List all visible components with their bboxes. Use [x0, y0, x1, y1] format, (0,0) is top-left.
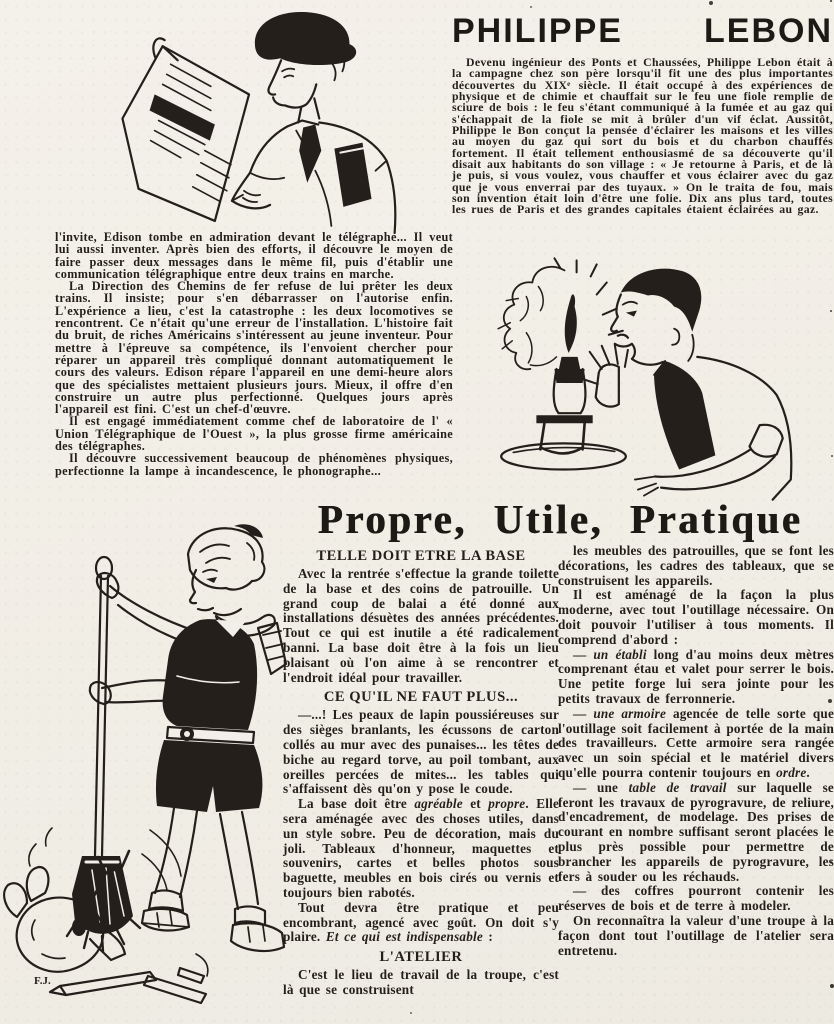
- paragraph: La base doit être agréable et propre. Elle sera aménagée avec des choses utiles, dans un style sobre. Peu de décoration, mais du joli. Tableaux d'honneur, maquettes et souvenirs, cartes et belles photos sous baguette, meubles en bois cirés ou vernis et toujours bien rabotés.: [283, 796, 559, 900]
- illustration-lamp-man-drawing: [468, 256, 830, 503]
- paragraph: l'invite, Edison tombe en admiration devant le télégraphe... Il veut lui aussi inventer. Après bien des efforts, il découvre le moyen de faire passer deux messages dans le même fil, puis d'établir une communication télégraphique entre deux trains en marche.: [55, 230, 453, 281]
- lebon-article-title: [452, 14, 833, 48]
- paragraph: — une table de travail sur laquelle se feront les travaux de pyrogravure, de reliure, d'encadrement, de modelage. Des prises de courant en nombre suffisant seront placées le plus près possible pour permettre de brancher les appareils de pyrogravure, les fers à souder ou les réchauds.: [558, 779, 834, 884]
- newspaper: [122, 38, 249, 221]
- illustration-newspaper-boy-drawing: [92, 0, 404, 236]
- lebon-article: [452, 14, 833, 216]
- scan-specks: [830, 0, 832, 2]
- propre-article-column-2: [558, 544, 834, 958]
- paragraph: La Direction des Chemins de fer refuse de lui prêter les deux trains. Il insiste; pour s'en débarrasser on l'autorise enfin. L'expérience a lieu, c'est la catastrophe : les deux locomotives se rencontrent. Ce n'était qu'une erreur de l'installation. L'histoire fait du bruit, de riches Américains s'intéressent au jeune inventeur. Pour mettre à l'épreuve sa compétence, ils l'envoient chercher pour réparer un appareil très compliqué donnant automatiquement le cours des valeurs. Edison répare l'appareil en une demi-heure alors que des spécialistes mettaient plusieurs jours. Mieux, il offre d'en construire un autre plus perfectionné. Quelques jours après l'appareil est fini. C'est un chef-d'œuvre.: [55, 279, 453, 417]
- subheading: L'ATELIER: [379, 949, 463, 966]
- title-word: LEBON: [704, 12, 833, 50]
- edison-article: [55, 231, 453, 477]
- paragraph: —...! Les peaux de lapin poussiéreuses sur des sièges branlants, les écussons de carton collés au mur avec des punaises... les têtes de biche au regard torve, au poil tombant, aux oreilles percées de mites... les tables qui s'affaissent dès qu'on y pose le coude.: [283, 707, 559, 797]
- newspaper-boy-icon: [92, 0, 404, 236]
- subheading: CE QU'IL NE FAUT PLUS...: [323, 689, 519, 706]
- paragraph: — un établi long d'au moins deux mètres comprenant étau et valet pour serrer le bois. Une petite forge lui sera jointe pour les petits travaux de ferronnerie.: [558, 646, 834, 706]
- subheading: TELLE DOIT ETRE LA BASE: [316, 548, 526, 564]
- paragraph: Il découvre successivement beaucoup de phénomènes physiques, perfectionne la lampe à incandescence, le phonographe...: [55, 451, 453, 478]
- paragraph: — des coffres pourront contenir les réserves de bois et de terre à modeler.: [558, 883, 834, 914]
- artist-signature: F.J.: [34, 975, 51, 987]
- paragraph: — une armoire agencée de telle sorte que l'outillage soit facilement à portée de la main des travailleurs. Cette armoire sera rangée avec un soin spécial et le matériel divers qu'elle pourra contenir toujours en ordre.: [558, 705, 834, 780]
- propre-article-column-1: [283, 544, 559, 998]
- gas-lamp-man-icon: [468, 256, 830, 503]
- title-word: PHILIPPE: [452, 12, 623, 50]
- propre-article-title: Propre, Utile, Pratique: [317, 496, 803, 542]
- smoke-cloud: [498, 267, 564, 369]
- paragraph: Avec la rentrée s'effectue la grande toilette de la base et des coins de patrouille. Un grand coup de balai a été donné aux installations désuètes des années précédentes. Tout ce qui est inutile a été radicalement banni. La base doit être à la fois un lieu plaisant où l'on aime à se rencontrer et l'endroit idéal pour travailler.: [283, 566, 559, 685]
- paragraph: Il est engagé immédiatement comme chef de laboratoire de l' « Union Télégraphique de l'Ouest », la plus grosse firme américaine des télégraphes.: [55, 414, 453, 454]
- paragraph: les meubles des patrouilles, que se font les décorations, les cadres des tableaux, que se construisent les appareils.: [558, 543, 834, 588]
- sweeping-scout-icon: [0, 524, 300, 1024]
- paragraph: On reconnaîtra la valeur d'une troupe à la façon dont tout l'outillage de l'atelier sera entretenu.: [558, 912, 834, 958]
- illustration-sweeping-scout-drawing: [0, 524, 300, 1024]
- paragraph: Tout devra être pratique et peu encombrant, agencé avec goût. On doit s'y plaire. Et ce qui est indispensable :: [283, 899, 559, 945]
- boy-with-cap: [232, 12, 395, 233]
- paragraph: C'est le lieu de travail de la troupe, c'est là que se construisent: [283, 967, 559, 997]
- paragraph: Devenu ingénieur des Ponts et Chaussées, Philippe Lebon était à la campagne chez son père lorsqu'il fit une des plus importantes découvertes du XIXᵉ siècle. Il était occupé à des expériences de physique et de chimie et chauffait sur le feu une fiole remplie de sciure de bois : le feu s'étant communiqué à la fumée et au gaz qui s'échappait de la fiole se mit à brûler d'un vif éclat. Aussitôt, Philippe le Bon conçut la pensée d'éclairer les maisons et les villes au moyen du gaz qui sort du bois et du charbon chauffés fortement. Il était tellement enthousiasmé de sa découverte qu'il disait aux habitants do son village : « Je retourne à Paris, et de là je puis, si vous voulez, vous chauffer et vous éclairer avec du gaz que je vous enverrai par des tuyaux. » On le traita de fou, mais son invention était loin d'être une folie. Dix ans plus tard, toutes les rues de Paris et des grandes capitales étaient éclairées au gaz.: [452, 55, 833, 217]
- paragraph: Il est aménagé de la façon la plus moderne, avec tout l'outillage nécessaire. On doit pouvoir l'utiliser à tous moments. Il comprend d'abord :: [558, 587, 834, 647]
